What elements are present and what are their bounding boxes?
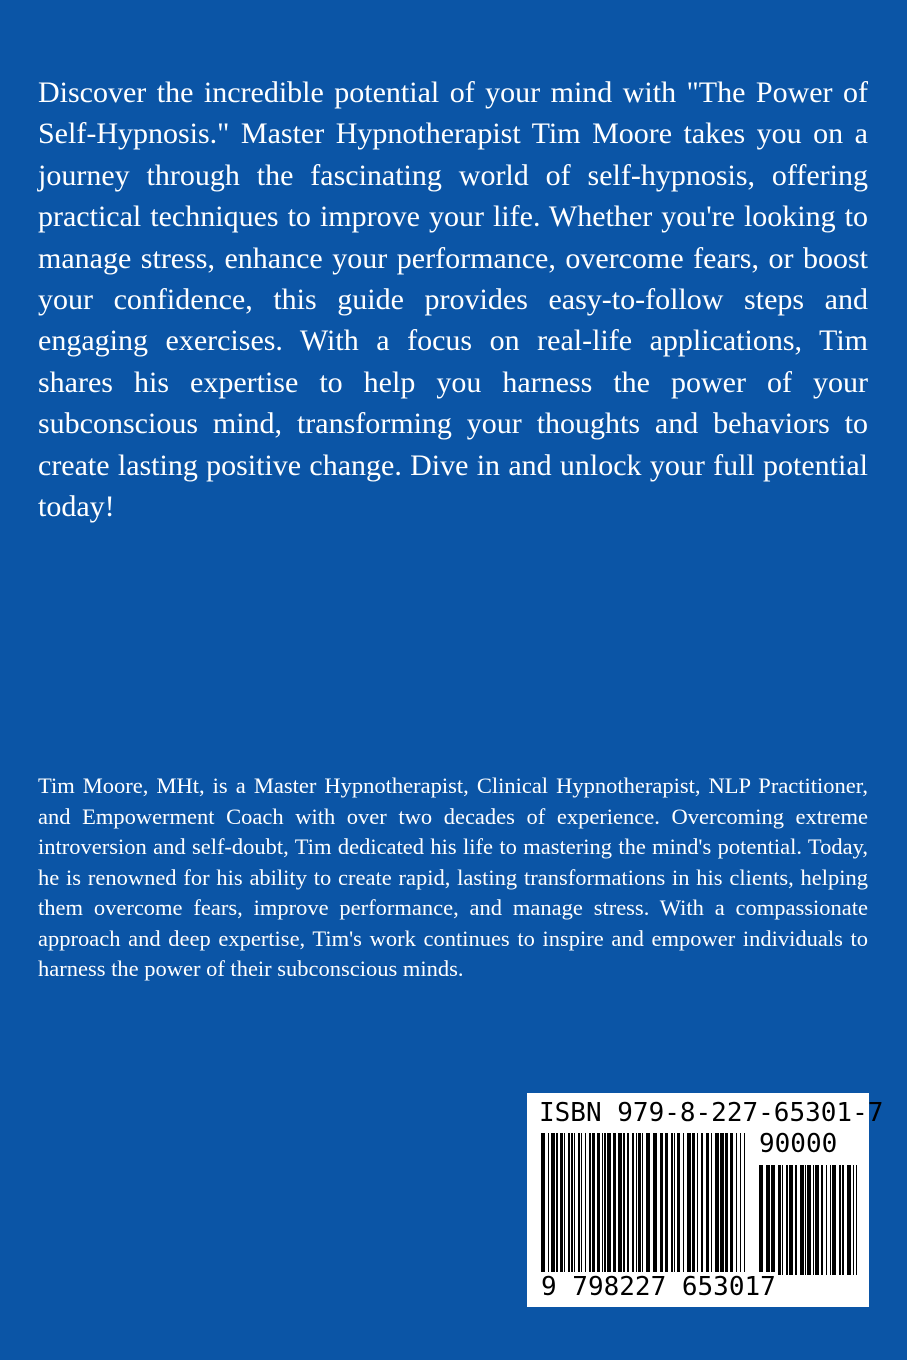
addon-barcode-bar-21: [856, 1165, 857, 1275]
main-barcode-bar-3: [556, 1133, 558, 1275]
main-barcode-bar-0: [541, 1133, 545, 1275]
main-barcode-bar-17: [607, 1133, 611, 1275]
main-barcode-bar-35: [692, 1133, 695, 1275]
main-barcode-bar-6: [568, 1133, 570, 1275]
main-barcode-bar-8: [574, 1133, 575, 1275]
main-barcode-bar-21: [627, 1133, 629, 1275]
main-barcode-bar-29: [665, 1133, 668, 1275]
main-barcode-bar-28: [660, 1133, 663, 1275]
main-barcode-bar-37: [701, 1133, 703, 1275]
addon-barcode-bar-11: [813, 1165, 814, 1275]
addon-barcode-bar-12: [815, 1165, 819, 1275]
main-barcode-bar-5: [564, 1133, 565, 1275]
main-barcode-bar-2: [551, 1133, 555, 1275]
main-barcode-bar-43: [730, 1133, 733, 1275]
main-barcode-bar-25: [642, 1133, 643, 1275]
addon-barcode-bar-18: [842, 1165, 844, 1275]
main-barcode-bar-22: [632, 1133, 634, 1275]
addon-barcode-bar-7: [795, 1165, 797, 1275]
main-barcode-bar-15: [602, 1133, 603, 1275]
addon-barcode-bar-1: [766, 1165, 770, 1275]
price-code: 90000: [759, 1129, 838, 1159]
author-bio: Tim Moore, MHt, is a Master Hypnotherapist, Clinical Hypnotherapist, NLP Practitioner, and Empowerment Coach with over two decades of experience. Overcoming extreme introversion and self-doubt, Tim dedicated his life to mastering the mind's potential. Today, he is renowned for his ability to create rapid, lasting transformations in his clients, helping them overcome fears, improve performance, and manage stress. With a compassionate approach and deep expertise, Tim's work continues to inspire and empower individuals to harness the power of their subconscious minds.: [38, 773, 868, 981]
addon-barcode-bar-17: [839, 1165, 841, 1275]
main-barcode-bar-12: [589, 1133, 591, 1275]
addon-barcode-bar-6: [789, 1165, 793, 1275]
main-barcode-bar-44: [736, 1133, 737, 1275]
main-barcode-bar-9: [578, 1133, 580, 1275]
main-barcode-bar-36: [697, 1133, 698, 1275]
addon-barcode-bar-15: [830, 1165, 831, 1275]
main-barcode-bar-1: [548, 1133, 549, 1275]
main-barcode-bar-26: [646, 1133, 650, 1275]
main-barcode-bar-7: [571, 1133, 573, 1275]
main-barcode-bar-20: [623, 1133, 625, 1275]
main-barcode-bar-19: [618, 1133, 622, 1275]
main-barcode-bar-10: [581, 1133, 582, 1275]
book-blurb: Discover the incredible potential of your mind with "The Power of Self-Hypnosis." Master Hypnotherapist Tim Moore takes you on a journey through the fascinating world of self-hypnosis, offering practical techniques to improve your life. Whether you're looking to manage stress, enhance your performance, overcome fears, or boost your confidence, this guide provides easy-to-follow steps and engaging exercises. With a focus on real-life applications, Tim shares his expertise to help you harness the power of your subconscious mind, transforming your thoughts and behaviors to create lasting positive change. Dive in and unlock your full potential today!: [38, 76, 868, 524]
main-barcode-bar-38: [706, 1133, 709, 1275]
main-barcode-bar-42: [725, 1133, 728, 1275]
main-barcode-bar-16: [604, 1133, 606, 1275]
main-barcode-bar-33: [683, 1133, 684, 1275]
main-barcode-bar-23: [636, 1133, 637, 1275]
addon-barcode-bar-13: [821, 1165, 823, 1275]
main-barcode-bar-30: [671, 1133, 673, 1275]
addon-barcode-bar-16: [832, 1165, 836, 1275]
isbn-label: ISBN 979-8-227-65301-7: [539, 1098, 884, 1128]
main-barcode-bar-14: [597, 1133, 600, 1275]
main-barcode-bar-41: [720, 1133, 724, 1275]
addon-barcode-bar-19: [847, 1165, 851, 1275]
main-barcode-bar-32: [677, 1133, 680, 1275]
main-barcode-bar-40: [715, 1133, 719, 1275]
addon-barcode-bar-3: [778, 1165, 781, 1275]
main-barcode-bar-24: [638, 1133, 641, 1275]
addon-barcode-bar-0: [759, 1165, 763, 1275]
main-barcode-bar-46: [744, 1133, 745, 1275]
main-barcode-bar-39: [711, 1133, 712, 1275]
main-barcode-bar-27: [653, 1133, 657, 1275]
addon-barcode-bar-9: [805, 1165, 806, 1275]
addon-barcode-bar-8: [800, 1165, 804, 1275]
main-barcode-bar-31: [674, 1133, 675, 1275]
addon-barcode-bar-14: [826, 1165, 827, 1275]
addon-barcode-bar-20: [853, 1165, 854, 1275]
addon-barcode-bar-4: [782, 1165, 783, 1275]
main-barcode-bar-18: [613, 1133, 616, 1275]
ean-digits: 9 798227 653017: [541, 1272, 776, 1302]
addon-barcode-bar-5: [786, 1165, 788, 1275]
main-barcode-bar-34: [687, 1133, 691, 1275]
main-barcode-bar-11: [585, 1133, 586, 1275]
main-barcode-bar-45: [740, 1133, 741, 1275]
isbn-barcode-block: [527, 1093, 884, 1307]
addon-barcode-bar-2: [771, 1165, 775, 1275]
main-barcode-bar-13: [592, 1133, 595, 1275]
addon-barcode-bar-10: [807, 1165, 811, 1275]
main-barcode-bar-4: [560, 1133, 563, 1275]
